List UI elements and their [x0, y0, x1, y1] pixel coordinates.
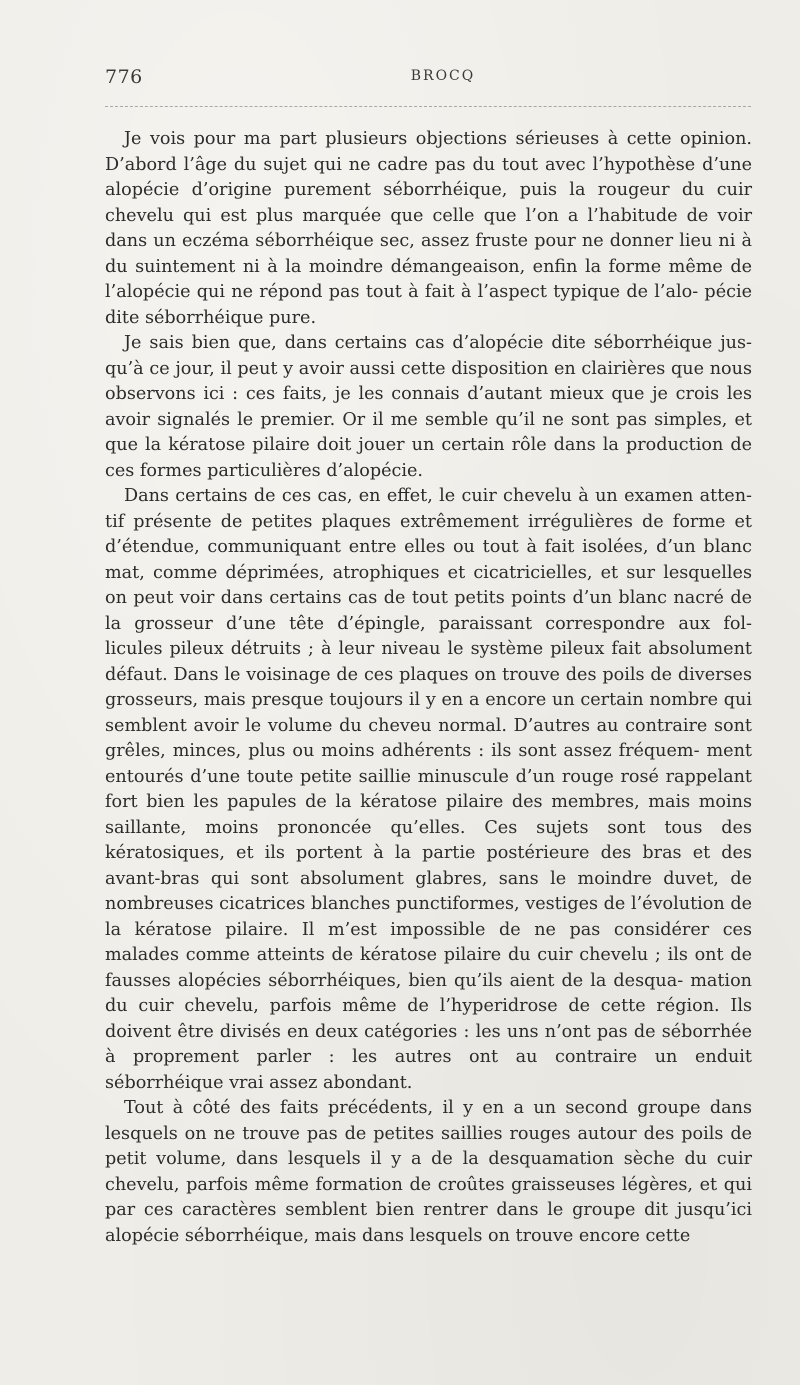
paragraph: Je sais bien que, dans certains cas d’alopécie dite séborrhéique jus- qu’à ce jour, il peut y avoir aussi cette disposition en clairières que nous observons ici : ces faits, je les connais d’autant mieux que je crois les avoir signalés le premier. Or il me semble qu’il ne sont pas simples, et que la kératose pilaire doit jouer un certain rôle dans la production de ces formes particulières d’alopécie.: [105, 333, 752, 481]
paragraph: Tout à côté des faits précédents, il y en a un second groupe dans lesquels on ne trouve pas de petites saillies rouges autour des poils de petit volume, dans lesquels il y a de la desquamation sèche du cuir chevelu, parfois même formation de croûtes graisseuses légères, et qui par ces caractères semblent bien rentrer dans le groupe dit jusqu’ici alopécie séborrhéique, mais dans lesquels on trouve encore cette: [105, 1098, 752, 1246]
header-rule: [105, 106, 751, 107]
page-header: [105, 66, 751, 92]
paragraph: Dans certains de ces cas, en effet, le cuir chevelu à un examen atten- tif présente de petites plaques extrêmement irrégulières de forme et d’étendue, communiquant entre elles ou tout à fait isolées, d’un blanc mat, comme déprimées, atrophiques et cicatricielles, et sur lesquelles on peut voir dans certains cas de tout petits points d’un blanc nacré de la grosseur d’une tête d’épingle, paraissant correspondre aux fol- licules pileux détruits ; à leur niveau le système pileux fait absolument défaut. Dans le voisinage de ces plaques on trouve des poils de diverses grosseurs, mais presque toujours il y en a encore un certain nombre qui semblent avoir le volume du cheveu normal. D’autres au contraire sont grêles, minces, plus ou moins adhérents : ils sont assez fréquem- ment entourés d’une toute petite saillie minuscule d’un rouge rosé rappelant fort bien les papules de la kératose pilaire des membres, mais moins saillante, moins prononcée qu’elles. Ces sujets sont tous des kératosiques, et ils portent à la partie postérieure des bras et des avant-bras qui sont absolument glabres, sans le moindre duvet, de nombreuses cicatrices blanches punctiformes, vestiges de l’évolution de la kératose pilaire. Il m’est impossible de ne pas considérer ces malades comme atteints de kératose pilaire du cuir chevelu ; ils ont de fausses alopécies séborrhéiques, bien qu’ils aient de la desqua- mation du cuir chevelu, parfois même de l’hyperidrose de cette région. Ils doivent être divisés en deux catégories : les uns n’ont pas de séborrhée à proprement parler : les autres ont au contraire un enduit séborrhéique vrai assez abondant.: [105, 486, 752, 1093]
running-head: BROCQ: [410, 68, 476, 84]
body-text: [105, 127, 752, 1249]
paragraph: Je vois pour ma part plusieurs objections sérieuses à cette opinion. D’abord l’âge du sujet qui ne cadre pas du tout avec l’hypothèse d’une alopécie d’origine purement séborrhéique, puis la rougeur du cuir chevelu qui est plus marquée que celle que l’on a l’habitude de voir dans un eczéma séborrhéique sec, assez fruste pour ne donner lieu ni à du suintement ni à la moindre démangeaison, enfin la forme même de l’alopécie qui ne répond pas tout à fait à l’aspect typique de l’alo- pécie dite séborrhéique pure.: [105, 129, 752, 328]
page-number: 776: [105, 66, 143, 88]
